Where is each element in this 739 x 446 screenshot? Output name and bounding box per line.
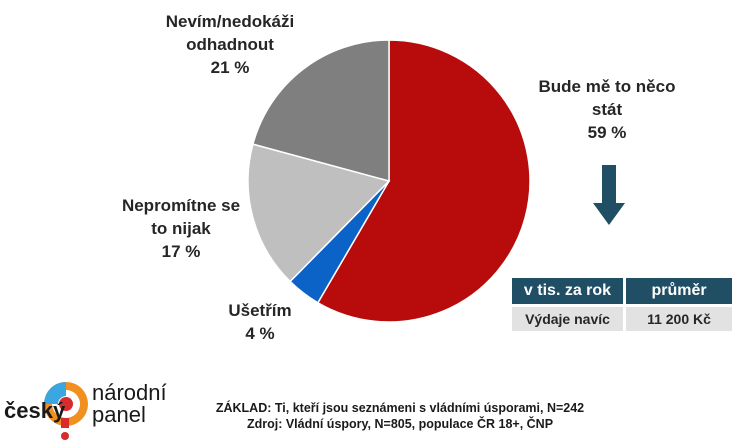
label-nepromitne-line2: to nijak — [151, 219, 211, 238]
label-nepromitne-pct: 17 % — [161, 242, 201, 261]
label-bude-line2: stát — [591, 100, 623, 119]
label-bude — [512, 75, 702, 144]
label-usetrim — [210, 299, 310, 345]
logo-word-panel: panel — [92, 402, 146, 427]
table-header-average: průměr — [626, 278, 732, 304]
label-nepromitne-line1: Nepromítne se — [121, 196, 241, 215]
label-nevim-pct: 21 % — [210, 58, 250, 77]
label-bude-line1: Bude mě to něco — [538, 77, 676, 96]
table-header-row — [512, 278, 732, 304]
logo-word-narodni: národní — [92, 380, 167, 405]
table-row — [512, 307, 732, 331]
down-arrow-icon — [593, 165, 625, 225]
label-nevim-line2: odhadnout — [186, 35, 274, 54]
label-nevim — [140, 10, 320, 79]
footer-zaklad: ZÁKLAD: Ti, kteří jsou seznámeni s vládními úsporami, N=242 — [215, 401, 585, 415]
logo-word-narodni-panel — [92, 382, 167, 426]
label-bude-pct: 59 % — [587, 123, 627, 142]
label-usetrim-line1: Ušetřím — [228, 301, 292, 320]
logo-word-cesky: český — [4, 398, 66, 423]
table-cell-label: Výdaje navíc — [512, 307, 623, 331]
expense-table — [509, 275, 735, 334]
footer-zdroj: Zdroj: Vládní úspory, N=805, populace ČR 18+, ČNP — [246, 417, 554, 431]
footer-notes — [200, 400, 600, 432]
table-header-unit: v tis. za rok — [512, 278, 623, 304]
table-cell-value: 11 200 Kč — [626, 307, 732, 331]
label-usetrim-pct: 4 % — [245, 324, 275, 343]
label-nevim-line1: Nevím/nedokáži — [165, 12, 295, 31]
label-nepromitne — [96, 194, 266, 263]
